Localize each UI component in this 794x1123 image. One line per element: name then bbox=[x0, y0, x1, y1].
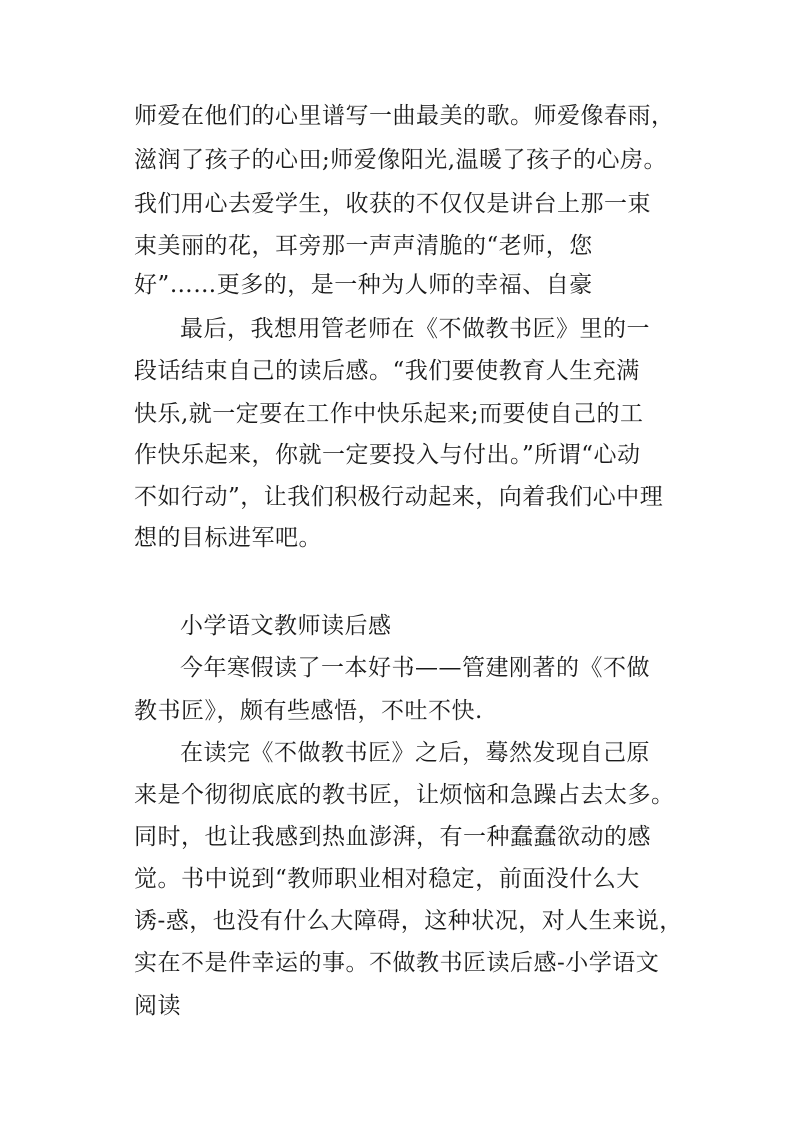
text-line-13: 今年寒假读了一本好书——管建刚著的《不做 bbox=[180, 655, 650, 681]
text-line-19: 诱-惑，也没有什么大障碍，这种状况，对人生来说， bbox=[134, 908, 683, 934]
text-line-21: 阅读 bbox=[134, 993, 181, 1019]
text-line-15: 在读完《不做教书匠》之后，蓦然发现自己原 bbox=[180, 740, 650, 766]
text-line-11: 想的目标进军吧。 bbox=[134, 525, 322, 551]
text-line-10: 不如行动”，让我们积极行动起来，向着我们心中理 bbox=[134, 484, 664, 510]
text-line-6: 最后，我想用管老师在《不做教书匠》里的一 bbox=[180, 316, 650, 342]
text-line-17: 同时，也让我感到热血澎湃，有一种蠢蠢欲动的感 bbox=[134, 824, 651, 850]
text-line-2: 滋润了孩子的心田;师爱像阳光,温暖了孩子的心房。 bbox=[134, 147, 668, 173]
section-heading: 小学语文教师读后感 bbox=[180, 613, 392, 639]
text-line-9: 作快乐起来，你就一定要投入与付出。”所谓“心动 bbox=[134, 442, 641, 468]
text-line-16: 来是个彻彻底底的教书匠，让烦恼和急躁占去太多。 bbox=[134, 782, 675, 808]
text-line-18: 觉。书中说到“教师职业相对稳定，前面没什么大 bbox=[134, 866, 640, 892]
text-line-8: 快乐,就一定要在工作中快乐起来;而要使自己的工 bbox=[134, 401, 644, 427]
text-line-7: 段话结束自己的读后感。“我们要使教育人生充满 bbox=[134, 358, 640, 384]
text-line-3: 我们用心去爱学生，收获的不仅仅是讲台上那一束 bbox=[134, 191, 651, 217]
text-line-1: 师爱在他们的心里谱写一曲最美的歌。师爱像春雨， bbox=[134, 103, 675, 129]
text-line-20: 实在不是件幸运的事。不做教书匠读后感-小学语文 bbox=[134, 950, 660, 976]
text-line-5: 好”……更多的，是一种为人师的幸福、自豪 bbox=[134, 272, 593, 298]
text-line-4: 束美丽的花，耳旁那一声声清脆的“老师，您 bbox=[134, 233, 593, 259]
text-line-14: 教书匠》，颇有些感悟，不吐不快. bbox=[134, 698, 483, 724]
